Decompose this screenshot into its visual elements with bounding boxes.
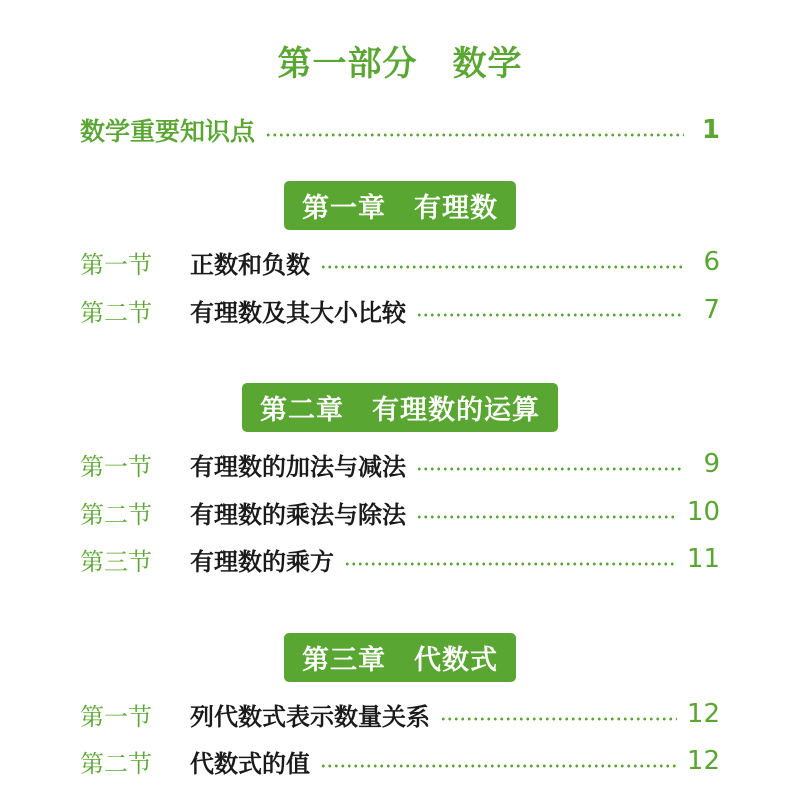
entry-page-number: 1 [701,115,720,145]
part-title: 第一部分 数学 [277,44,523,84]
section-page-number: 9 [703,449,720,479]
toc-entry[interactable] [80,694,720,734]
toc-entry[interactable] [80,741,720,781]
section-title: 代数式的值 [190,749,310,778]
chapter-title: 第二章 有理数的运算 [242,383,558,432]
chapter-title: 第一章 有理数 [284,181,516,230]
toc-entry-main[interactable] [80,110,720,150]
section-number: 第二节 [80,500,152,529]
dot-leader [416,313,684,317]
dot-leader [416,515,677,519]
toc-entry[interactable] [80,444,720,484]
chapter-heading-3 [0,633,800,682]
toc-entry[interactable] [80,242,720,282]
toc-entry[interactable] [80,539,720,579]
section-title: 有理数的乘方 [190,547,334,576]
section-title: 正数和负数 [190,250,310,279]
chapter-heading-1 [0,181,800,230]
section-page-number: 7 [703,295,720,325]
chapter-heading-2 [0,383,800,432]
section-title: 有理数的加法与减法 [190,452,406,481]
dot-leader [320,265,684,269]
section-page-number: 10 [686,497,720,527]
section-page-number: 12 [686,746,720,776]
section-number: 第二节 [80,298,152,327]
dot-leader [440,717,677,721]
section-title: 列代数式表示数量关系 [190,702,430,731]
section-page-number: 12 [686,699,720,729]
section-number: 第二节 [80,749,152,778]
section-title: 有理数的乘法与除法 [190,500,406,529]
section-number: 第一节 [80,702,152,731]
section-number: 第一节 [80,250,152,279]
section-page-number: 6 [703,247,720,277]
section-number: 第一节 [80,452,152,481]
section-title: 有理数及其大小比较 [190,298,406,327]
section-page-number: 11 [686,544,720,574]
dot-leader [320,764,677,768]
entry-title: 数学重要知识点 [80,117,256,146]
dot-leader [265,133,684,137]
toc-entry[interactable] [80,290,720,330]
dot-leader [344,562,677,566]
dot-leader [416,467,684,471]
toc-entry[interactable] [80,492,720,532]
section-number: 第三节 [80,547,152,576]
chapter-title: 第三章 代数式 [284,633,516,682]
